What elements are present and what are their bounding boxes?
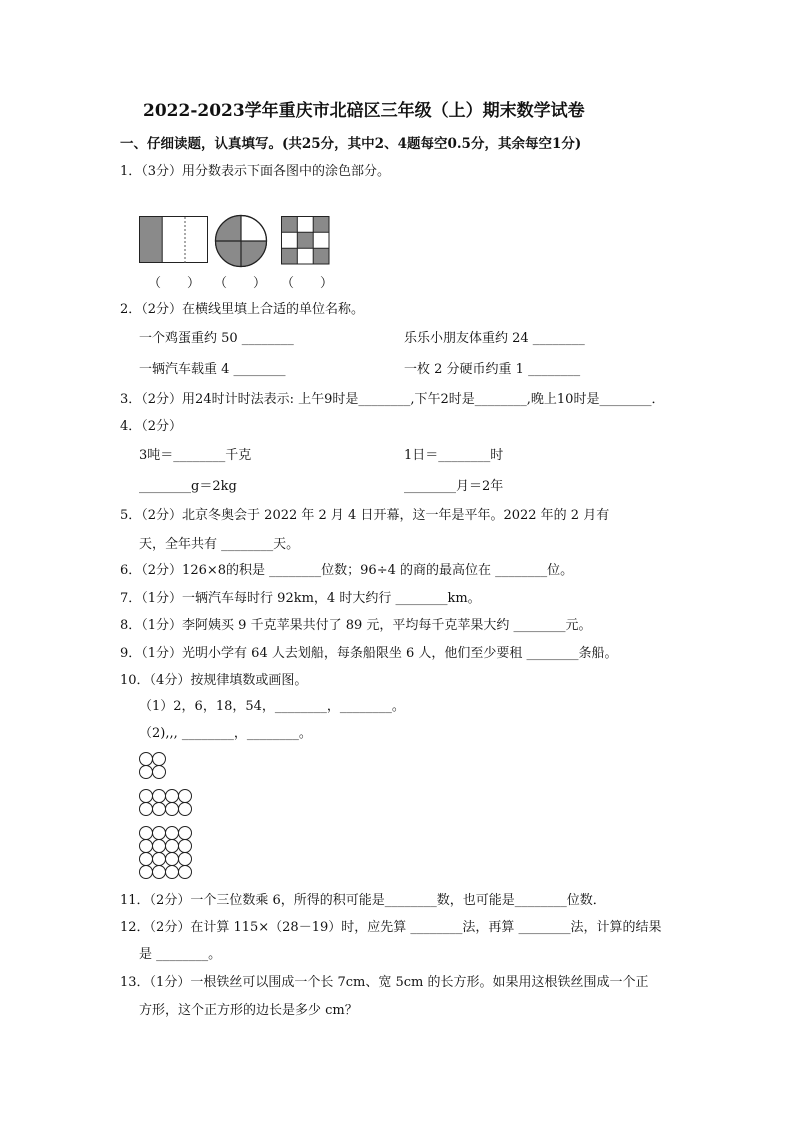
question-2-b: 乐乐小朋友体重约 24 ________ <box>404 331 585 346</box>
question-10: 10．（4分）按规律填数或画图。 <box>120 673 308 688</box>
answer-blank-1[interactable]: （ ） <box>148 276 201 291</box>
figure-circle-quarters <box>214 214 268 268</box>
question-4-d: ________月＝2年 <box>404 479 504 494</box>
question-2-d: 一枚 2 分硬币约重 1 ________ <box>404 362 581 377</box>
question-5: 5．（2分）北京冬奥会于 2022 年 2 月 4 日开幕，这一年是平年。2022 年的 2 月有 <box>120 508 610 523</box>
question-4: 4．（2分） <box>120 419 183 434</box>
question-4-b: 1日＝________时 <box>404 448 504 463</box>
question-13: 13．（1分）一根铁丝可以围成一个长 7cm、宽 5cm 的长方形。如果用这根铁丝围成一个正 <box>120 975 649 990</box>
question-4-a: 3吨＝________千克 <box>139 448 252 463</box>
question-11: 11．（2分）一个三位数乘 6，所得的积可能是________数，也可能是________位数． <box>120 893 606 908</box>
question-4-c: ________g＝2kg <box>139 479 237 494</box>
circle-pattern-2 <box>139 789 195 817</box>
question-5-cont: 天，全年共有 ________天。 <box>139 537 300 552</box>
figure-rectangle-thirds <box>139 216 209 264</box>
answer-blank-2[interactable]: （ ） <box>214 276 267 291</box>
question-6: 6．（2分）126×8的积是 ________位数；96÷4 的商的最高位在 ________位。 <box>120 563 574 578</box>
figure-grid <box>281 216 331 266</box>
circle-pattern-3 <box>139 826 195 882</box>
answer-blank-3[interactable]: （ ） <box>281 276 334 291</box>
section-heading: 一、仔细读题，认真填写。(共25分，其中2、4题每空0.5分，其余每空1分) <box>120 136 582 152</box>
question-10-part-2: （2),,, ________，________。 <box>139 726 312 741</box>
question-12-cont: 是 ________。 <box>139 947 222 962</box>
question-13-cont: 方形，这个正方形的边长是多少 cm？ <box>139 1003 358 1018</box>
question-7: 7．（1分）一辆汽车每时行 92km，4 时大约行 ________km。 <box>120 591 481 606</box>
question-2-c: 一辆汽车载重 4 ________ <box>139 362 286 377</box>
page-title: 2022-2023学年重庆市北碚区三年级（上）期末数学试卷 <box>143 101 585 121</box>
question-3: 3．（2分）用24时计时法表示: 上午9时是________,下午2时是________,晚上10时是________． <box>120 392 665 407</box>
question-8: 8．（1分）李阿姨买 9 千克苹果共付了 89 元，平均每千克苹果大约 ________元。 <box>120 618 592 633</box>
question-2-a: 一个鸡蛋重约 50 ________ <box>139 331 294 346</box>
question-1: 1．（3分）用分数表示下面各图中的涂色部分。 <box>120 164 391 179</box>
question-9: 9．（1分）光明小学有 64 人去划船，每条船限坐 6 人，他们至少要租 ________条船。 <box>120 646 618 661</box>
question-12: 12．（2分）在计算 115×（28－19）时，应先算 ________法，再算 ________法，计算的结果 <box>120 920 662 935</box>
question-10-part-1: （1）2，6，18，54，________，________。 <box>139 699 405 714</box>
circle-pattern-1 <box>139 752 169 780</box>
question-2: 2．（2分）在横线里填上合适的单位名称。 <box>120 302 365 317</box>
